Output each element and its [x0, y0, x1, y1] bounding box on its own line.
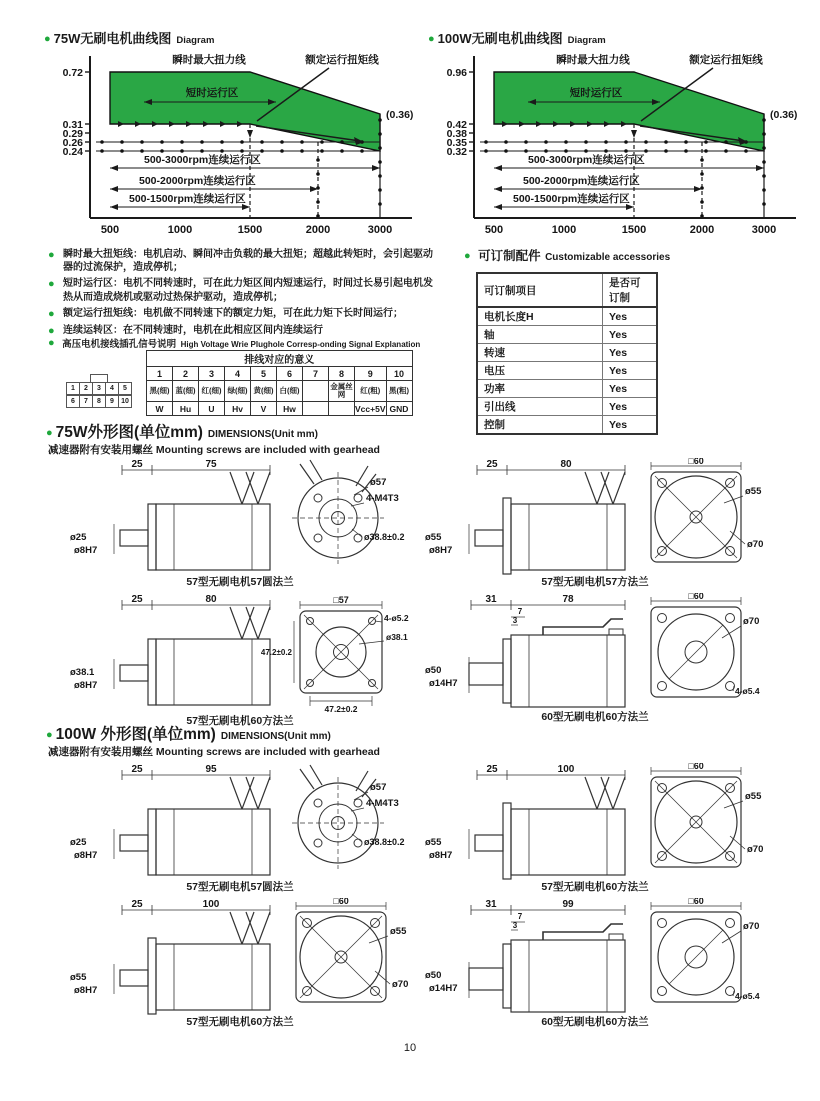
chart-75w-block	[44, 28, 416, 245]
table-cell: 5	[251, 367, 277, 381]
table-row	[147, 351, 413, 367]
svg-text:0.42: 0.42	[446, 119, 467, 131]
svg-text:500: 500	[100, 224, 120, 236]
svg-text:80: 80	[205, 594, 217, 605]
table-row	[147, 381, 413, 402]
svg-text:47.2±0.2: 47.2±0.2	[324, 704, 358, 714]
table-cell: 红(细)	[199, 381, 225, 402]
svg-text:25: 25	[131, 459, 143, 470]
svg-text:3: 3	[512, 616, 518, 625]
motor-drawing	[70, 593, 415, 715]
dim-100w-subtitle-en: Mounting screws are included with gearhead	[155, 746, 380, 758]
svg-text:500-2000rpm连续运行区: 500-2000rpm连续运行区	[523, 175, 640, 187]
drawing-caption: 57型无刷电机57方法兰	[541, 576, 649, 588]
svg-text:100: 100	[202, 899, 220, 910]
torque-chart-75w	[44, 48, 416, 240]
svg-text:ø14H7: ø14H7	[429, 983, 458, 994]
table-cell: 8	[329, 367, 355, 381]
dim-100w-subtitle-cn: 减速器附有安装用螺丝	[48, 746, 153, 758]
table-cell: 金属丝网	[329, 381, 355, 402]
svg-text:99: 99	[562, 899, 574, 910]
table-cell: Yes	[603, 380, 658, 398]
bullet-icon: ●	[48, 307, 55, 320]
svg-text:ø70: ø70	[743, 921, 760, 932]
svg-text:ø57: ø57	[370, 477, 387, 488]
drawing-75w-bracket	[425, 593, 770, 723]
svg-text:ø38.1: ø38.1	[70, 667, 95, 678]
bullet-icon: ●	[428, 33, 435, 45]
connector-pin: 3	[92, 382, 106, 395]
svg-text:4-M4T3: 4-M4T3	[366, 493, 399, 504]
dim-75w-subtitle-en: Mounting screws are included with gearhead	[155, 444, 380, 456]
drawing-caption: 57型无刷电机60方法兰	[541, 881, 649, 893]
svg-text:ø8H7: ø8H7	[74, 985, 98, 996]
chart-100w-block	[428, 28, 800, 245]
table-cell: 电机长度H	[477, 307, 603, 326]
svg-text:25: 25	[131, 899, 143, 910]
svg-text:□60: □60	[688, 593, 704, 601]
svg-text:ø55: ø55	[745, 486, 762, 497]
drawing-100w-square-flange-2	[70, 898, 415, 1028]
svg-text:7: 7	[517, 912, 523, 921]
svg-text:(0.36): (0.36)	[770, 109, 798, 121]
drawing-75w-square-flange	[425, 458, 770, 588]
drawing-caption: 60型无刷电机60方法兰	[541, 711, 649, 723]
svg-text:ø38.8±0.2: ø38.8±0.2	[364, 532, 405, 542]
connector-pin: 8	[92, 395, 106, 408]
svg-text:0.31: 0.31	[62, 119, 83, 131]
table-cell: 4	[225, 367, 251, 381]
svg-text:ø38.8±0.2: ø38.8±0.2	[364, 837, 405, 847]
svg-text:0.35: 0.35	[446, 137, 467, 149]
svg-text:25: 25	[131, 594, 143, 605]
drawing-100w-bracket	[425, 898, 770, 1028]
table-cell	[303, 381, 329, 402]
dim-75w-subtitle-cn: 减速器附有安装用螺丝	[48, 444, 153, 456]
table-cell: 黑(细)	[147, 381, 173, 402]
connector-pin: 2	[79, 382, 93, 395]
svg-text:75: 75	[205, 459, 217, 470]
table-cell: Yes	[603, 307, 658, 326]
svg-text:4-M4T3: 4-M4T3	[366, 798, 399, 809]
svg-text:ø8H7: ø8H7	[74, 545, 98, 556]
bullet-icon: ●	[48, 249, 55, 261]
svg-text:□60: □60	[688, 898, 704, 906]
notes-list	[48, 248, 440, 342]
svg-text:ø14H7: ø14H7	[429, 678, 458, 689]
table-cell: 黑(粗)	[386, 381, 412, 402]
accessories-title	[464, 246, 670, 265]
table-row	[477, 344, 657, 362]
svg-text:500: 500	[484, 224, 504, 236]
drawing-caption: 57型无刷电机60方法兰	[186, 715, 294, 727]
svg-text:□57: □57	[333, 595, 349, 605]
svg-text:额定运行扭矩线: 额定运行扭矩线	[305, 54, 379, 66]
table-row	[147, 367, 413, 381]
table-cell	[303, 402, 329, 416]
dim-75w-title-en: DIMENSIONS(Unit mm)	[207, 429, 318, 440]
svg-text:47.2±0.2: 47.2±0.2	[260, 648, 292, 657]
connector-row	[66, 382, 131, 395]
connector-icon	[66, 382, 131, 408]
table-row	[477, 362, 657, 380]
svg-text:500-3000rpm连续运行区: 500-3000rpm连续运行区	[144, 154, 261, 166]
torque-chart-100w	[428, 48, 800, 240]
dim-100w-title-cn: 100W 外形图(单位mm)	[55, 726, 216, 743]
chart-100w-title-cn: 100W无刷电机曲线图	[437, 31, 563, 46]
drawing-caption: 57型无刷电机57圆法兰	[186, 576, 294, 588]
svg-text:ø8H7: ø8H7	[74, 850, 98, 861]
page-number: 10	[403, 1042, 417, 1054]
dim-100w-subtitle	[48, 744, 380, 759]
motor-drawing	[70, 898, 415, 1016]
table-row	[477, 307, 657, 326]
table-cell: 引出线	[477, 398, 603, 416]
table-cell: 黄(细)	[251, 381, 277, 402]
svg-text:0.38: 0.38	[446, 128, 467, 140]
svg-text:ø70: ø70	[747, 539, 764, 550]
svg-text:ø70: ø70	[392, 979, 409, 990]
svg-text:ø70: ø70	[747, 844, 764, 855]
bullet-icon: ●	[46, 729, 53, 741]
bullet-icon: ●	[46, 427, 53, 439]
svg-text:25: 25	[486, 764, 498, 775]
svg-text:ø8H7: ø8H7	[429, 850, 453, 861]
svg-text:ø55: ø55	[390, 926, 407, 937]
svg-text:95: 95	[205, 764, 217, 775]
table-cell: 2	[173, 367, 199, 381]
drawing-caption: 60型无刷电机60方法兰	[541, 1016, 649, 1028]
drawing-100w-round-flange	[70, 763, 415, 893]
dim-75w-title-cn: 75W外形图(单位mm)	[55, 424, 203, 441]
table-cell: Yes	[603, 344, 658, 362]
svg-text:1000: 1000	[551, 224, 577, 236]
svg-text:25: 25	[131, 764, 143, 775]
svg-text:ø8H7: ø8H7	[74, 680, 98, 691]
bullet-icon: ●	[48, 325, 55, 338]
chart-75w-title	[44, 28, 416, 48]
table-cell: Hu	[173, 402, 199, 416]
svg-text:□60: □60	[688, 458, 704, 466]
svg-text:78: 78	[562, 594, 574, 605]
table-cell: 可订制项目	[477, 273, 603, 307]
wiring-heading-en: High Voltage Wrie Plughole Corresp-onding Signal Explanation	[180, 340, 421, 349]
note-item	[48, 277, 440, 303]
table-cell: 6	[277, 367, 303, 381]
svg-text:80: 80	[560, 459, 572, 470]
table-cell: 功率	[477, 380, 603, 398]
bullet-icon: ●	[464, 250, 471, 262]
svg-text:ø55: ø55	[425, 837, 442, 848]
svg-text:ø38.1: ø38.1	[386, 632, 408, 642]
motor-drawing	[70, 458, 415, 576]
svg-text:0.72: 0.72	[62, 67, 83, 79]
svg-text:ø57: ø57	[370, 782, 387, 793]
chart-75w-title-cn: 75W无刷电机曲线图	[53, 31, 172, 46]
motor-drawing	[425, 763, 770, 881]
svg-text:ø25: ø25	[70, 532, 87, 543]
svg-text:3: 3	[512, 921, 518, 930]
connector-pin: 7	[79, 395, 93, 408]
svg-text:ø55: ø55	[70, 972, 87, 983]
svg-text:500-2000rpm连续运行区: 500-2000rpm连续运行区	[139, 175, 256, 187]
note-item	[48, 307, 440, 322]
svg-text:100: 100	[557, 764, 575, 775]
table-cell: 轴	[477, 326, 603, 344]
dim-75w-title	[46, 420, 318, 442]
connector-row	[66, 395, 131, 408]
table-cell: Vcc+5V	[355, 403, 386, 414]
table-row	[477, 273, 657, 307]
svg-text:1500: 1500	[621, 224, 647, 236]
svg-text:3000: 3000	[751, 224, 777, 236]
svg-text:3000: 3000	[367, 224, 393, 236]
table-cell: Hw	[277, 402, 303, 416]
drawing-75w-round-flange	[70, 458, 415, 588]
accessories-title-cn: 可订制配件	[478, 249, 541, 263]
svg-text:ø50: ø50	[425, 665, 442, 676]
svg-text:2000: 2000	[305, 224, 331, 236]
table-cell: V	[251, 402, 277, 416]
motor-drawing	[70, 763, 415, 881]
table-cell: Yes	[603, 362, 658, 380]
svg-text:500-3000rpm连续运行区: 500-3000rpm连续运行区	[528, 154, 645, 166]
svg-text:4-ø5.4: 4-ø5.4	[735, 686, 760, 696]
wiring-table-wrap	[146, 350, 413, 416]
connector-pin: 10	[118, 395, 132, 408]
table-cell: 3	[199, 367, 225, 381]
table-cell: U	[199, 402, 225, 416]
table-row	[477, 326, 657, 344]
dim-75w-subtitle	[48, 442, 380, 457]
table-row	[477, 398, 657, 416]
table-cell: 7	[303, 367, 329, 381]
connector-pin: 5	[118, 382, 132, 395]
svg-text:瞬时最大扭力线: 瞬时最大扭力线	[172, 54, 246, 66]
svg-text:□60: □60	[333, 898, 349, 906]
accessories-table	[476, 272, 658, 435]
table-cell: Yes	[603, 416, 658, 435]
table-cell: 控制	[477, 416, 603, 435]
table-cell: Yes	[603, 326, 658, 344]
svg-text:(0.36): (0.36)	[386, 109, 414, 121]
table-cell: 电压	[477, 362, 603, 380]
table-cell: W	[147, 402, 173, 416]
connector-pin: 1	[66, 382, 80, 395]
motor-drawing	[425, 458, 770, 576]
table-cell: 红(粗)	[355, 381, 387, 402]
connector-pin: 9	[105, 395, 119, 408]
svg-text:1500: 1500	[237, 224, 263, 236]
svg-text:25: 25	[486, 459, 498, 470]
svg-text:ø70: ø70	[743, 616, 760, 627]
svg-text:0.24: 0.24	[62, 146, 83, 158]
note-text: 连续运转区：在不同转速时，电机在此相应区间内连续运行	[63, 325, 323, 337]
table-row	[147, 402, 413, 416]
chart-100w-title	[428, 28, 800, 48]
svg-text:0.29: 0.29	[62, 128, 83, 140]
svg-text:500-1500rpm连续运行区: 500-1500rpm连续运行区	[129, 193, 246, 205]
note-item	[48, 248, 440, 274]
bullet-icon: ●	[48, 278, 55, 291]
svg-text:ø55: ø55	[425, 532, 442, 543]
table-cell: 10	[386, 367, 412, 381]
svg-text:4-ø5.4: 4-ø5.4	[735, 991, 760, 1001]
table-cell: 9	[355, 367, 387, 381]
table-cell: Hv	[225, 402, 251, 416]
table-row	[477, 380, 657, 398]
drawing-caption: 57型无刷电机60方法兰	[186, 1016, 294, 1028]
table-cell: 排线对应的意义	[147, 351, 413, 367]
connector-pin: 6	[66, 395, 80, 408]
svg-text:4-ø5.2: 4-ø5.2	[384, 613, 409, 623]
note-text: 额定运行扭矩线：电机做不同转速下的额定力矩，可在此力矩下长时间运行；	[63, 307, 403, 319]
drawing-75w-square57-flange	[70, 593, 415, 727]
svg-text:□60: □60	[688, 763, 704, 771]
svg-text:ø8H7: ø8H7	[429, 545, 453, 556]
table-cell: Yes	[603, 398, 658, 416]
svg-text:1000: 1000	[167, 224, 193, 236]
dim-100w-title	[46, 722, 331, 744]
wiring-table	[146, 350, 413, 416]
svg-text:7: 7	[517, 607, 523, 616]
svg-text:ø25: ø25	[70, 837, 87, 848]
connector-pin: 4	[105, 382, 119, 395]
accessories-table-wrap	[476, 272, 658, 435]
table-cell: 是否可订制	[603, 273, 658, 307]
chart-75w-title-en: Diagram	[176, 35, 215, 46]
wiring-heading-cn: 高压电机接线插孔信号说明	[62, 339, 177, 350]
note-text: 短时运行区：电机不同转速时，可在此力矩区间内短速运行，时间过长易引起电机发热从而造成烧机或驱动过热保护驱动，造成停机；	[63, 278, 433, 303]
table-cell: GND	[386, 402, 412, 416]
note-text: 瞬时最大扭矩线：电机启动、瞬间冲击负载的最大扭矩；超越此转矩时，会引起驱动器的过流保护，造成停机；	[63, 249, 433, 274]
motor-drawing	[425, 898, 770, 1016]
svg-text:0.26: 0.26	[62, 137, 83, 149]
svg-text:瞬时最大扭力线: 瞬时最大扭力线	[556, 54, 630, 66]
motor-drawing	[425, 593, 770, 711]
table-cell: 1	[147, 367, 173, 381]
dim-100w-title-en: DIMENSIONS(Unit mm)	[220, 731, 331, 742]
svg-text:31: 31	[485, 899, 497, 910]
svg-text:0.32: 0.32	[446, 146, 467, 158]
svg-text:ø50: ø50	[425, 970, 442, 981]
table-cell: 转速	[477, 344, 603, 362]
drawing-caption: 57型无刷电机57圆法兰	[186, 881, 294, 893]
table-cell: 白(细)	[277, 381, 303, 402]
chart-100w-title-en: Diagram	[567, 35, 606, 46]
drawing-100w-square-flange-1	[425, 763, 770, 893]
table-cell	[329, 402, 355, 416]
accessories-title-en: Customizable accessories	[545, 252, 671, 263]
svg-text:500-1500rpm连续运行区: 500-1500rpm连续运行区	[513, 193, 630, 205]
connector-tab	[90, 374, 108, 383]
svg-text:2000: 2000	[689, 224, 715, 236]
table-cell: 绿(细)	[225, 381, 251, 402]
svg-text:ø55: ø55	[745, 791, 762, 802]
svg-text:短时运行区: 短时运行区	[569, 87, 623, 99]
svg-text:0.96: 0.96	[446, 67, 467, 79]
svg-text:31: 31	[485, 594, 497, 605]
bullet-icon: ●	[44, 33, 51, 45]
bullet-icon: ●	[48, 337, 55, 349]
svg-text:短时运行区: 短时运行区	[185, 87, 239, 99]
svg-text:额定运行扭矩线: 额定运行扭矩线	[689, 54, 763, 66]
table-row	[477, 416, 657, 435]
table-cell: 蓝(细)	[173, 381, 199, 402]
